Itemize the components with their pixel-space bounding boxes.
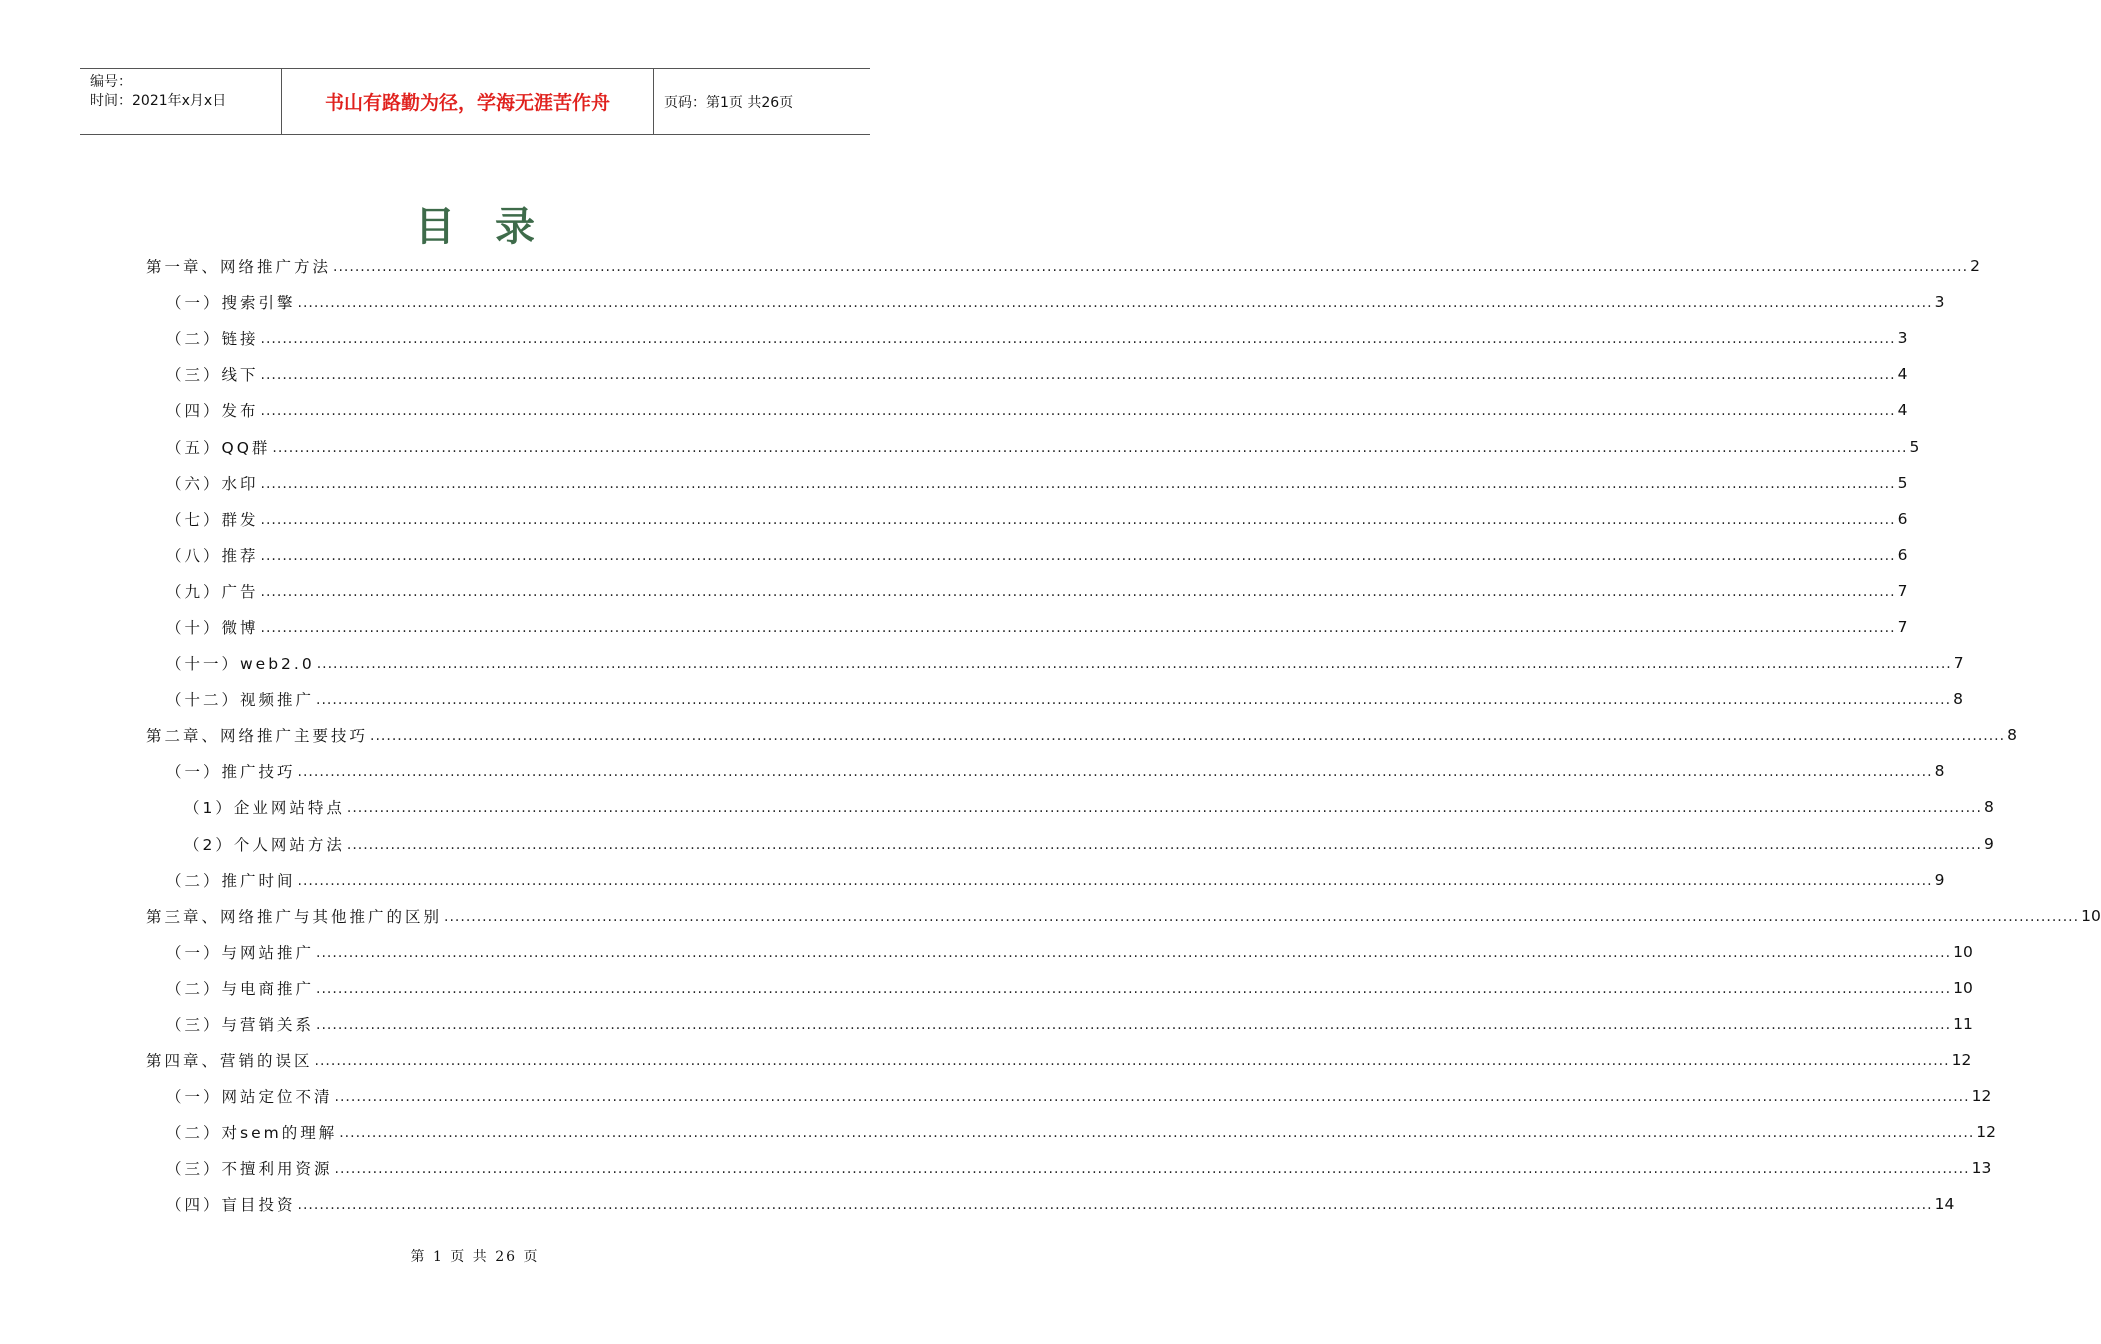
- dot-leader: ............................................................................................................................................................................................................................................................................................................: [297, 1197, 1933, 1214]
- dot-leader: ............................................................................................................................................................................................................................................................................................................: [260, 583, 1896, 600]
- toc-entry-text: （五）QQ群: [166, 438, 271, 457]
- dot-leader: ............................................................................................................................................................................................................................................................................................................: [316, 944, 1952, 961]
- toc-entry-page: 12: [1951, 1051, 1972, 1070]
- dot-leader: ............................................................................................................................................................................................................................................................................................................: [339, 1125, 1975, 1142]
- toc-entry[interactable]: [146, 284, 1945, 320]
- dot-leader: ............................................................................................................................................................................................................................................................................................................: [260, 619, 1896, 636]
- toc-entry-page: 9: [1983, 834, 1994, 853]
- toc-entry-text: （三）不擅利用资源: [166, 1160, 333, 1179]
- toc-entry-text: （二）链接: [166, 330, 259, 349]
- toc-entry[interactable]: [146, 970, 1973, 1006]
- dot-leader: ............................................................................................................................................................................................................................................................................................................: [316, 656, 1952, 673]
- toc-entry[interactable]: [146, 392, 1908, 428]
- header-motto: 书山有路勤为径，学海无涯苦作舟: [282, 69, 654, 134]
- toc-entry[interactable]: [146, 1078, 1992, 1114]
- toc-entry-page: 2: [1970, 257, 1980, 276]
- toc-entry[interactable]: [146, 609, 1908, 645]
- dot-leader: ............................................................................................................................................................................................................................................................................................................: [297, 872, 1933, 889]
- toc-entry[interactable]: [146, 862, 1945, 898]
- toc-entry-text: 第一章、网络推广方法: [146, 258, 332, 277]
- toc-entry[interactable]: [146, 789, 1994, 825]
- toc-entry[interactable]: [146, 645, 1964, 681]
- toc-entry-page: 6: [1897, 509, 1908, 528]
- toc-entry-page: 4: [1897, 401, 1908, 420]
- toc-entry-page: 10: [1953, 978, 1973, 997]
- dot-leader: ............................................................................................................................................................................................................................................................................................................: [260, 511, 1896, 528]
- dot-leader: ............................................................................................................................................................................................................................................................................................................: [260, 331, 1896, 348]
- toc-entry-page: 10: [1953, 942, 1973, 961]
- table-of-contents: [146, 248, 2101, 1223]
- toc-entry-text: （二）推广时间: [166, 871, 296, 890]
- toc-entry[interactable]: [146, 934, 1973, 970]
- toc-entry[interactable]: [146, 465, 1908, 501]
- page-footer: 第 1 页 共 26 页: [410, 1249, 540, 1265]
- toc-entry[interactable]: [146, 501, 1908, 537]
- dot-leader: ............................................................................................................................................................................................................................................................................................................: [314, 1053, 1950, 1070]
- toc-entry-text: （十一）web2.0: [166, 655, 315, 674]
- toc-entry-page: 7: [1897, 617, 1908, 636]
- toc-entry-text: 第三章、网络推广与其他推广的区别: [146, 907, 443, 926]
- toc-entry-text: （十二）视频推广: [166, 691, 315, 710]
- toc-entry-page: 6: [1897, 545, 1908, 564]
- toc-entry[interactable]: [146, 753, 1945, 789]
- toc-entry-text: （八）推荐: [166, 546, 259, 565]
- dot-leader: ............................................................................................................................................................................................................................................................................................................: [370, 728, 2006, 745]
- toc-entry-page: 13: [1971, 1159, 1992, 1178]
- toc-entry[interactable]: [146, 573, 1908, 609]
- dot-leader: ............................................................................................................................................................................................................................................................................................................: [316, 692, 1952, 709]
- toc-entry-text: （一）网站定位不清: [166, 1088, 333, 1107]
- dot-leader: ............................................................................................................................................................................................................................................................................................................: [297, 764, 1933, 781]
- toc-entry[interactable]: [146, 320, 1908, 356]
- toc-entry-text: 第二章、网络推广主要技巧: [146, 727, 369, 746]
- toc-entry-page: 7: [1953, 654, 1964, 673]
- toc-entry-text: （二）与电商推广: [166, 979, 315, 998]
- dot-leader: ............................................................................................................................................................................................................................................................................................................: [334, 1161, 1970, 1178]
- dot-leader: ............................................................................................................................................................................................................................................................................................................: [334, 1089, 1970, 1106]
- dot-leader: ............................................................................................................................................................................................................................................................................................................: [260, 403, 1896, 420]
- toc-entry-text: （一）与网站推广: [166, 943, 315, 962]
- toc-entry[interactable]: [146, 1006, 1973, 1042]
- dot-leader: ............................................................................................................................................................................................................................................................................................................: [260, 547, 1896, 564]
- toc-entry[interactable]: [146, 717, 2017, 753]
- toc-entry-text: （九）广告: [166, 582, 259, 601]
- toc-entry-page: 10: [2081, 906, 2101, 925]
- toc-entry-text: （1）企业网站特点: [184, 799, 345, 818]
- page-header: [80, 68, 870, 135]
- toc-entry-text: （一）推广技巧: [166, 763, 296, 782]
- dot-leader: ............................................................................................................................................................................................................................................................................................................: [272, 439, 1908, 456]
- toc-entry-text: （三）与营销关系: [166, 1016, 315, 1035]
- toc-entry[interactable]: [146, 826, 1994, 862]
- toc-entry-text: （四）发布: [166, 402, 259, 421]
- toc-entry-page: 8: [1983, 798, 1994, 817]
- toc-entry[interactable]: [146, 428, 1920, 464]
- toc-entry-page: 11: [1953, 1015, 1973, 1034]
- dot-leader: ............................................................................................................................................................................................................................................................................................................: [444, 908, 2080, 925]
- toc-entry[interactable]: [146, 898, 2101, 934]
- toc-entry-page: 5: [1909, 437, 1920, 456]
- dot-leader: ............................................................................................................................................................................................................................................................................................................: [346, 836, 1982, 853]
- toc-entry-text: （一）搜索引擎: [166, 294, 296, 313]
- toc-entry-page: 7: [1897, 581, 1908, 600]
- toc-entry-page: 8: [1953, 690, 1963, 709]
- toc-entry[interactable]: [146, 1150, 1992, 1186]
- toc-entry-text: （三）线下: [166, 366, 259, 385]
- dot-leader: ............................................................................................................................................................................................................................................................................................................: [260, 475, 1896, 492]
- toc-entry-page: 8: [1934, 762, 1945, 781]
- number-label: 编号：: [90, 74, 132, 90]
- dot-leader: ............................................................................................................................................................................................................................................................................................................: [316, 980, 1952, 997]
- toc-entry-page: 9: [1934, 870, 1945, 889]
- toc-entry-page: 4: [1897, 365, 1908, 384]
- toc-entry-text: （六）水印: [166, 474, 259, 493]
- toc-entry-page: 12: [1971, 1087, 1992, 1106]
- toc-entry-page: 12: [1976, 1123, 1997, 1142]
- toc-title: 目录: [415, 203, 575, 250]
- dot-leader: ............................................................................................................................................................................................................................................................................................................: [297, 295, 1933, 312]
- toc-entry-text: （四）盲目投资: [166, 1196, 296, 1215]
- toc-entry-page: 5: [1897, 473, 1908, 492]
- dot-leader: ............................................................................................................................................................................................................................................................................................................: [260, 367, 1896, 384]
- toc-entry[interactable]: [146, 681, 1963, 717]
- toc-entry-page: 14: [1934, 1195, 1955, 1214]
- toc-entry[interactable]: [146, 537, 1908, 573]
- dot-leader: ............................................................................................................................................................................................................................................................................................................: [346, 800, 1982, 817]
- toc-entry-page: 8: [2007, 726, 2017, 745]
- toc-entry-text: （七）群发: [166, 510, 259, 529]
- toc-entry[interactable]: [146, 248, 1980, 284]
- toc-entry-text: 第四章、营销的误区: [146, 1052, 313, 1071]
- dot-leader: ............................................................................................................................................................................................................................................................................................................: [333, 259, 1969, 276]
- toc-entry[interactable]: [146, 1114, 1997, 1150]
- toc-entry[interactable]: [146, 1042, 1972, 1078]
- time-label: 时间：2021年x月x日: [90, 93, 227, 109]
- toc-entry[interactable]: [146, 356, 1908, 392]
- header-page-info: 页码：第1页 共26页: [664, 94, 794, 111]
- header-meta: [80, 69, 282, 134]
- dot-leader: ............................................................................................................................................................................................................................................................................................................: [316, 1017, 1952, 1034]
- toc-entry[interactable]: [146, 1186, 1955, 1222]
- toc-entry-text: （2）个人网站方法: [184, 835, 345, 854]
- toc-entry-page: 3: [1897, 329, 1908, 348]
- toc-entry-page: 3: [1934, 293, 1945, 312]
- toc-entry-text: （二）对sem的理解: [166, 1124, 338, 1143]
- toc-entry-text: （十）微博: [166, 618, 259, 637]
